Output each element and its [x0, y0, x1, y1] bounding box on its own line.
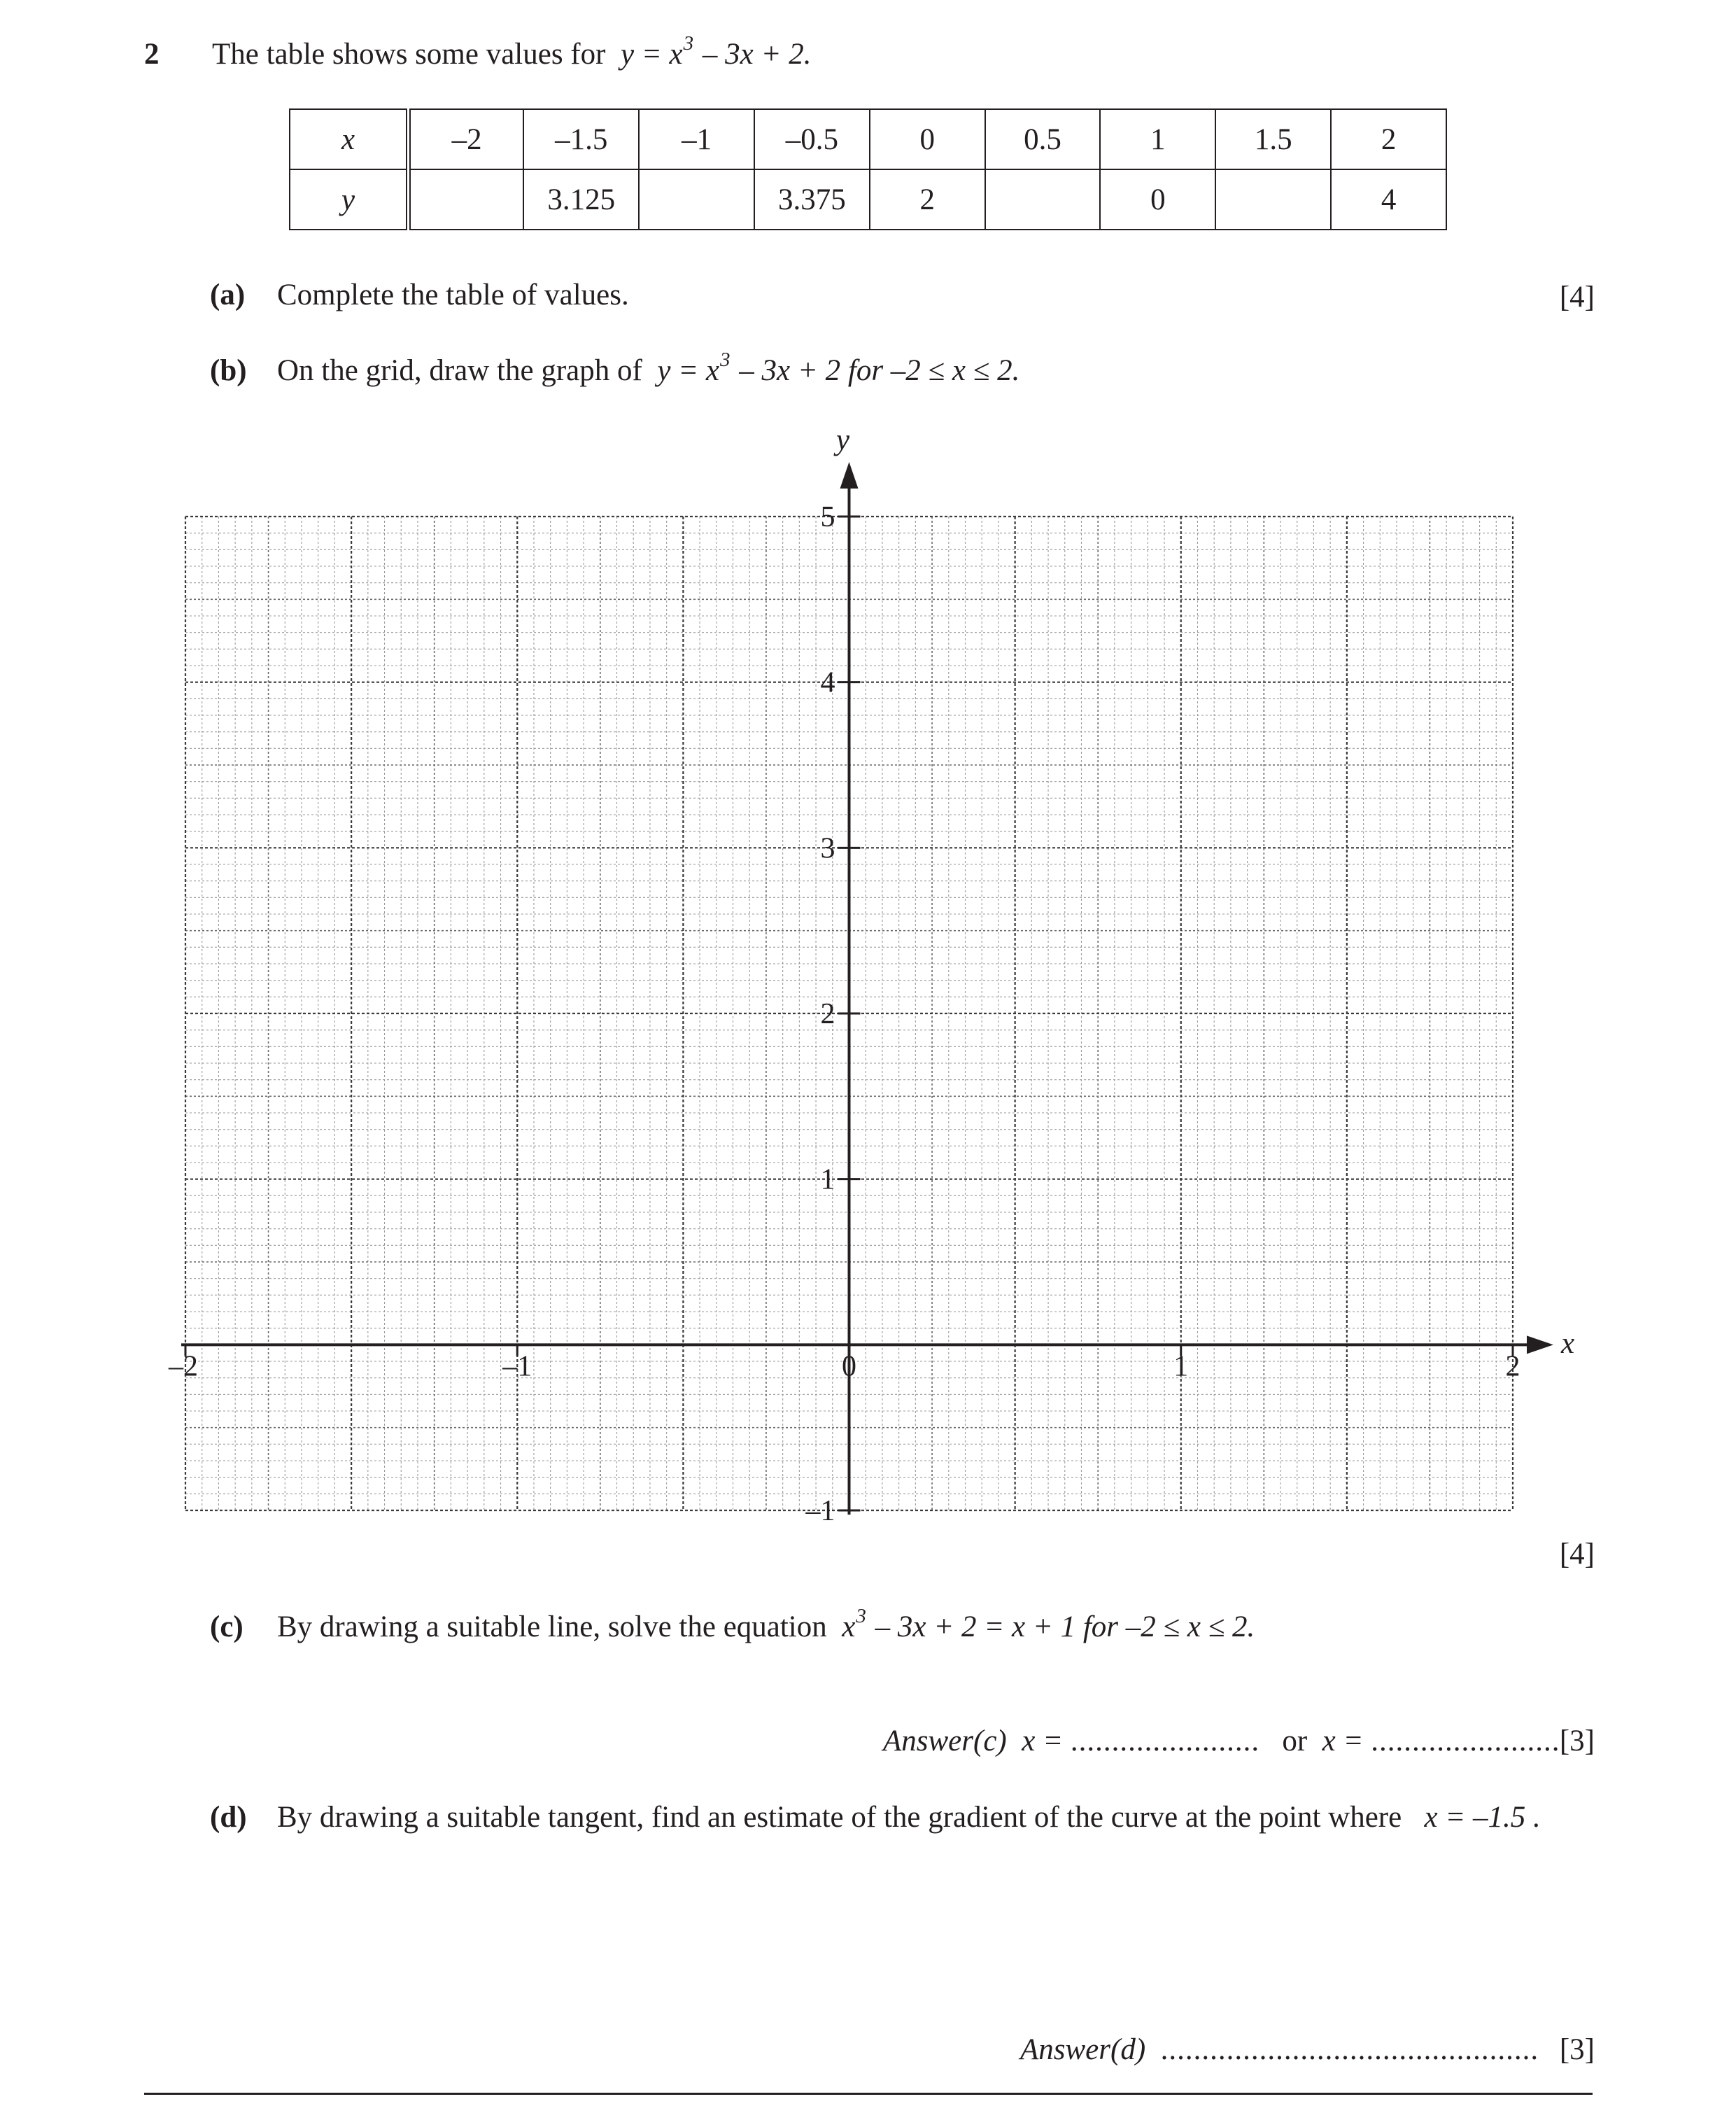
part-c-instruction: By drawing a suitable line, solve the equation: [277, 1610, 827, 1643]
x-axis-label: x: [1561, 1327, 1575, 1360]
part-a-text: Complete the table of values.: [277, 279, 629, 311]
table-cell: 1: [1100, 109, 1215, 169]
part-c-answer: [883, 1724, 1560, 1758]
part-d-answer: [1020, 2033, 1539, 2067]
y-axis-arrow-icon: [840, 462, 859, 489]
question-eq-base: y = x: [620, 38, 683, 71]
question-eq-rest: – 3x + 2.: [695, 38, 812, 71]
part-d-instruction: By drawing a suitable tangent, find an estimate of the gradient of the curve at the point where: [277, 1801, 1402, 1834]
table-cell: –1: [639, 109, 754, 169]
part-c-answer-var-2: x =: [1322, 1725, 1364, 1757]
part-d-answer-label: Answer(d): [1020, 2033, 1146, 2066]
table-cell: 4: [1331, 169, 1446, 230]
x-tick-label: 0: [842, 1350, 856, 1383]
part-c-answer-label: Answer(c): [883, 1725, 1007, 1757]
part-b-label: (b): [210, 354, 247, 387]
y-tick-label: 4: [820, 666, 835, 699]
part-a-marks: [4]: [1559, 281, 1595, 314]
part-b-eq-rest: – 3x + 2 for –2 ≤ x ≤ 2.: [731, 354, 1020, 387]
table-cell: 1.5: [1215, 109, 1331, 169]
part-d-answer-field[interactable]: ..............................................: [1160, 2033, 1539, 2066]
part-c-eq-base: x: [842, 1610, 856, 1643]
question-number: 2: [144, 38, 160, 71]
part-b-eq-base: y = x: [657, 354, 720, 387]
x-tick-label: 2: [1505, 1350, 1520, 1383]
part-d-marks: [3]: [1559, 2033, 1595, 2066]
table-cell: 2: [870, 169, 985, 230]
part-b-instruction: On the grid, draw the graph of: [277, 354, 642, 387]
part-c-label: (c): [210, 1610, 244, 1643]
table-cell: 0: [870, 109, 985, 169]
part-c-answer-var-1: x =: [1022, 1725, 1064, 1757]
table-cell: 3.125: [523, 169, 639, 230]
part-c-answer-or: or: [1282, 1725, 1308, 1757]
part-b-eq-power: 3: [720, 349, 731, 371]
question-intro-text: The table shows some values for: [212, 38, 606, 71]
table-header-y: y: [290, 169, 409, 230]
part-b-marks: [4]: [1559, 1538, 1595, 1571]
part-c-answer-field-2[interactable]: .......................: [1371, 1725, 1560, 1757]
part-c-answer-field-1[interactable]: .......................: [1070, 1725, 1260, 1757]
part-c-marks: [3]: [1559, 1725, 1595, 1757]
part-d-equation: x = –1.5 .: [1424, 1801, 1541, 1834]
y-tick-label: 1: [820, 1163, 835, 1196]
y-tick-label: 3: [820, 832, 835, 865]
table-header-x: x: [290, 109, 409, 169]
table-cell: 3.375: [754, 169, 870, 230]
part-c-equation: [842, 1605, 1255, 1643]
table-cell: –0.5: [754, 109, 870, 169]
y-tick-label: 5: [820, 501, 835, 533]
y-tick-label: 2: [820, 998, 835, 1030]
part-a-label: (a): [210, 279, 246, 311]
x-tick-label: 1: [1173, 1350, 1189, 1383]
table-cell: –2: [409, 109, 524, 169]
part-c-eq-power: 3: [856, 1605, 866, 1627]
part-d-text: [277, 1802, 1541, 1832]
table-cell: 0: [1100, 169, 1215, 230]
table-cell: 0.5: [985, 109, 1101, 169]
part-c-text: [277, 1605, 1255, 1643]
x-tick-label: –2: [169, 1350, 198, 1383]
table-cell: 2: [1331, 109, 1446, 169]
part-c-eq-rest: – 3x + 2 = x + 1 for –2 ≤ x ≤ 2.: [867, 1610, 1255, 1643]
question-eq-power: 3: [683, 32, 694, 55]
part-d-label: (d): [210, 1801, 247, 1834]
page-divider: [144, 2093, 1593, 2095]
y-axis-label: y: [836, 423, 850, 456]
y-tick-label: –1: [805, 1495, 835, 1527]
x-tick-label: –1: [502, 1350, 532, 1383]
x-axis-arrow-icon: [1527, 1335, 1553, 1354]
table-cell: –1.5: [523, 109, 639, 169]
